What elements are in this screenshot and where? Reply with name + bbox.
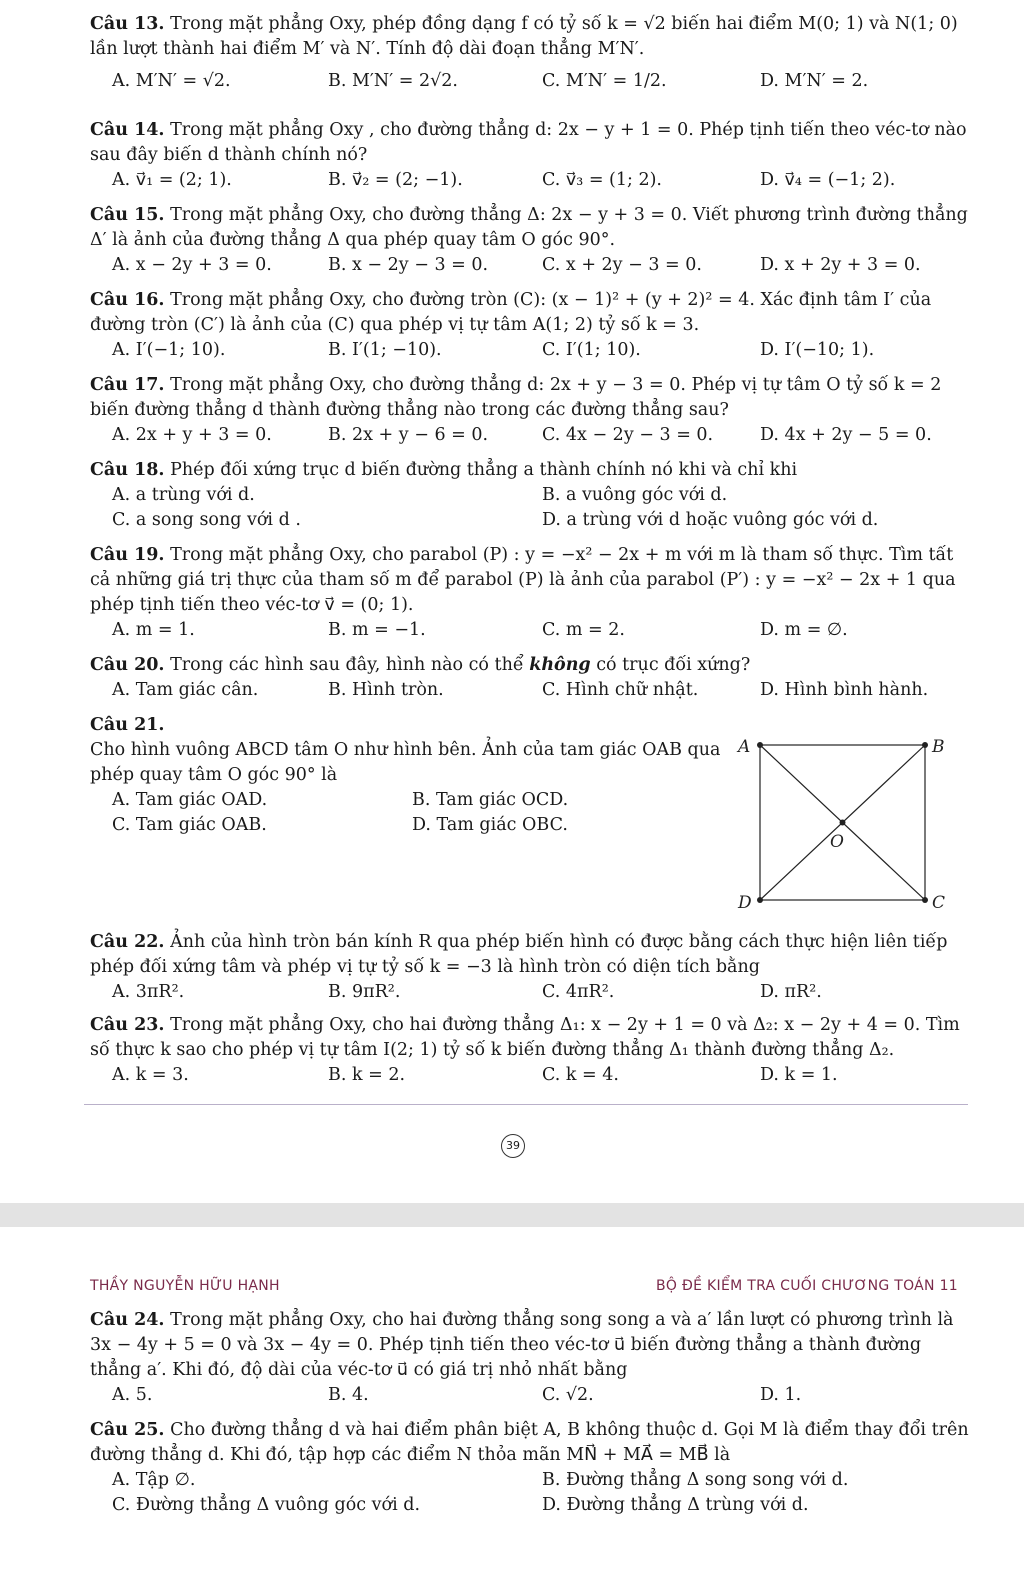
question-text: Cho hình vuông ABCD tâm O như hình bên. Ảnh của tam giác OAB qua phép quay tâm O góc 90° là [90,740,721,785]
series-header: BỘ ĐỀ KIỂM TRA CUỐI CHƯƠNG TOÁN 11 [656,1278,958,1294]
option-a[interactable]: A. I′(−1; 10). [112,340,226,360]
question-label: Câu 23. [90,1015,165,1035]
option-d[interactable]: D. x + 2y + 3 = 0. [760,255,921,275]
option-c[interactable]: C. Hình chữ nhật. [542,680,699,700]
question-label: Câu 17. [90,375,165,395]
option-d[interactable]: D. Tam giác OBC. [412,815,568,835]
label-c: C [932,893,946,913]
option-a[interactable]: A. Tập ∅. [112,1470,196,1490]
question-label: Câu 18. [90,460,165,480]
question-label: Câu 21. [90,715,165,735]
question-13 [90,12,970,100]
option-c[interactable]: C. k = 4. [542,1065,619,1085]
option-c[interactable]: C. √2. [542,1385,594,1405]
option-b[interactable]: B. I′(1; −10). [328,340,442,360]
question-text: Trong mặt phẳng Oxy, cho đường thẳng d: 2x + y − 3 = 0. Phép vị tự tâm O tỷ số k = 2 biến đường thẳng d thành đường thẳng nào trong các đường thẳng sau? [90,375,942,420]
option-d[interactable]: D. πR². [760,982,822,1002]
option-d[interactable]: D. v⃗₄ = (−1; 2). [760,170,896,190]
option-b[interactable]: B. 2x + y − 6 = 0. [328,425,489,445]
question-14 [90,118,970,193]
question-18 [90,458,970,533]
option-d[interactable]: D. M′N′ = 2. [760,71,869,91]
option-a[interactable]: A. Tam giác OAD. [112,790,268,810]
question-text: Trong mặt phẳng Oxy, cho hai đường thẳng song song a và a′ lần lượt có phương trình là 3x − 4y + 5 = 0 và 3x − 4y = 0. Phép tịnh tiến theo véc-tơ u⃗ biến đường thẳng a thành đường thẳng a′. Khi đó, độ dài của véc-tơ u⃗ có giá trị nhỏ nhất bằng [90,1310,954,1380]
option-d[interactable]: D. a trùng với d hoặc vuông góc với d. [542,510,879,530]
option-b[interactable]: B. 4. [328,1385,369,1405]
option-c[interactable]: C. v⃗₃ = (1; 2). [542,170,662,190]
option-b[interactable]: B. m = −1. [328,620,426,640]
option-b[interactable]: B. M′N′ = 2√2. [328,71,458,91]
option-b[interactable]: B. v⃗₂ = (2; −1). [328,170,463,190]
question-label: Câu 22. [90,932,165,952]
option-a[interactable]: A. a trùng với d. [112,485,255,505]
option-c[interactable]: C. x + 2y − 3 = 0. [542,255,702,275]
option-a[interactable]: A. Tam giác cân. [112,680,259,700]
option-a[interactable]: A. 2x + y + 3 = 0. [112,425,272,445]
question-text: Trong mặt phẳng Oxy , cho đường thẳng d: 2x − y + 1 = 0. Phép tịnh tiến theo véc-tơ nào sau đây biến d thành chính nó? [90,120,967,165]
option-d[interactable]: D. 1. [760,1385,802,1405]
option-c[interactable]: C. Tam giác OAB. [112,815,267,835]
option-d[interactable]: D. I′(−10; 1). [760,340,875,360]
question-16 [90,288,970,363]
question-21 [90,713,730,838]
option-a[interactable]: A. v⃗₁ = (2; 1). [112,170,232,190]
option-d[interactable]: D. Hình bình hành. [760,680,929,700]
option-b[interactable]: B. x − 2y − 3 = 0. [328,255,489,275]
option-a[interactable]: A. 3πR². [112,982,185,1002]
point-a [757,742,763,748]
question-label: Câu 25. [90,1420,165,1440]
option-d[interactable]: D. k = 1. [760,1065,838,1085]
question-23 [90,1013,970,1088]
question-15 [90,203,970,278]
label-d: D [738,893,752,913]
option-a[interactable]: A. m = 1. [112,620,195,640]
emphasis-text: không [529,655,591,675]
question-label: Câu 15. [90,205,165,225]
question-text-end: có trục đối xứng? [596,655,751,675]
point-o [840,820,846,826]
option-d[interactable]: D. 4x + 2y − 5 = 0. [760,425,932,445]
label-a: A [738,737,751,757]
question-25 [90,1418,970,1518]
page-gap [0,1203,1024,1227]
option-b[interactable]: B. Hình tròn. [328,680,444,700]
question-22 [90,930,970,1005]
option-b[interactable]: B. k = 2. [328,1065,406,1085]
option-b[interactable]: B. 9πR². [328,982,401,1002]
option-c[interactable]: C. 4x − 2y − 3 = 0. [542,425,714,445]
option-d[interactable]: D. m = ∅. [760,620,848,640]
option-b[interactable]: B. Tam giác OCD. [412,790,569,810]
author-header: THẦY NGUYỄN HỮU HẠNH [90,1278,280,1294]
label-b: B [932,737,945,757]
question-text: Cho đường thẳng d và hai điểm phân biệt A, B không thuộc d. Gọi M là điểm thay đổi trên đường thẳng d. Khi đó, tập hợp các điểm N thỏa mãn MN⃗ + MA⃗ = MB⃗ là [90,1420,969,1465]
option-c[interactable]: C. Đường thẳng Δ vuông góc với d. [112,1495,421,1515]
option-b[interactable]: B. Đường thẳng Δ song song với d. [542,1470,849,1490]
option-d[interactable]: D. Đường thẳng Δ trùng với d. [542,1495,809,1515]
option-c[interactable]: C. I′(1; 10). [542,340,641,360]
option-c[interactable]: C. a song song với d . [112,510,301,530]
question-19 [90,543,970,643]
option-a[interactable]: A. k = 3. [112,1065,189,1085]
option-b[interactable]: B. a vuông góc với d. [542,485,728,505]
question-text: Trong các hình sau đây, hình nào có thể [170,655,524,675]
option-c[interactable]: C. m = 2. [542,620,625,640]
question-label: Câu 20. [90,655,165,675]
question-text: Trong mặt phẳng Oxy, phép đồng dạng f có tỷ số k = √2 biến hai điểm M(0; 1) và N(1; 0) lần lượt thành hai điểm M′ và N′. Tính độ dài đoạn thẳng M′N′. [90,14,958,59]
question-label: Câu 19. [90,545,165,565]
question-label: Câu 24. [90,1310,165,1330]
point-d [757,897,763,903]
point-c [922,897,928,903]
question-text: Trong mặt phẳng Oxy, cho đường tròn (C): (x − 1)² + (y + 2)² = 4. Xác định tâm I′ của đường tròn (C′) là ảnh của (C) qua phép vị tự tâm A(1; 2) tỷ số k = 3. [90,290,932,335]
question-text: Trong mặt phẳng Oxy, cho đường thẳng Δ: 2x − y + 3 = 0. Viết phương trình đường thẳng Δ′ là ảnh của đường thẳng Δ qua phép quay tâm O góc 90°. [90,205,968,250]
option-a[interactable]: A. x − 2y + 3 = 0. [112,255,272,275]
question-label: Câu 13. [90,14,165,34]
question-label: Câu 14. [90,120,165,140]
question-text: Ảnh của hình tròn bán kính R qua phép biến hình có được bằng cách thực hiện liên tiếp phép đối xứng tâm và phép vị tự tỷ số k = −3 là hình tròn có diện tích bằng [90,932,948,977]
option-a[interactable]: A. M′N′ = √2. [112,71,231,91]
option-c[interactable]: C. 4πR². [542,982,615,1002]
label-o: O [830,832,844,852]
page-number: 39 [501,1134,525,1158]
question-24 [90,1308,970,1408]
square-figure [730,730,960,920]
point-b [922,742,928,748]
question-20 [90,653,970,703]
option-a[interactable]: A. 5. [112,1385,153,1405]
page-footer-rule [84,1104,968,1105]
question-label: Câu 16. [90,290,165,310]
question-17 [90,373,970,448]
option-c[interactable]: C. M′N′ = 1/2. [542,71,667,91]
question-text: Trong mặt phẳng Oxy, cho hai đường thẳng Δ₁: x − 2y + 1 = 0 và Δ₂: x − 2y + 4 = 0. Tìm số thực k sao cho phép vị tự tâm I(2; 1) tỷ số k biến đường thẳng Δ₁ thành đường thẳng Δ₂. [90,1015,960,1060]
question-text: Phép đối xứng trục d biến đường thẳng a thành chính nó khi và chỉ khi [170,460,798,480]
question-text: Trong mặt phẳng Oxy, cho parabol (P) : y = −x² − 2x + m với m là tham số thực. Tìm tất cả những giá trị thực của tham số m để parabol (P) là ảnh của parabol (P′) : y = −x² − 2x + 1 qua phép tịnh tiến theo véc-tơ v⃗ = (0; 1). [90,545,956,615]
